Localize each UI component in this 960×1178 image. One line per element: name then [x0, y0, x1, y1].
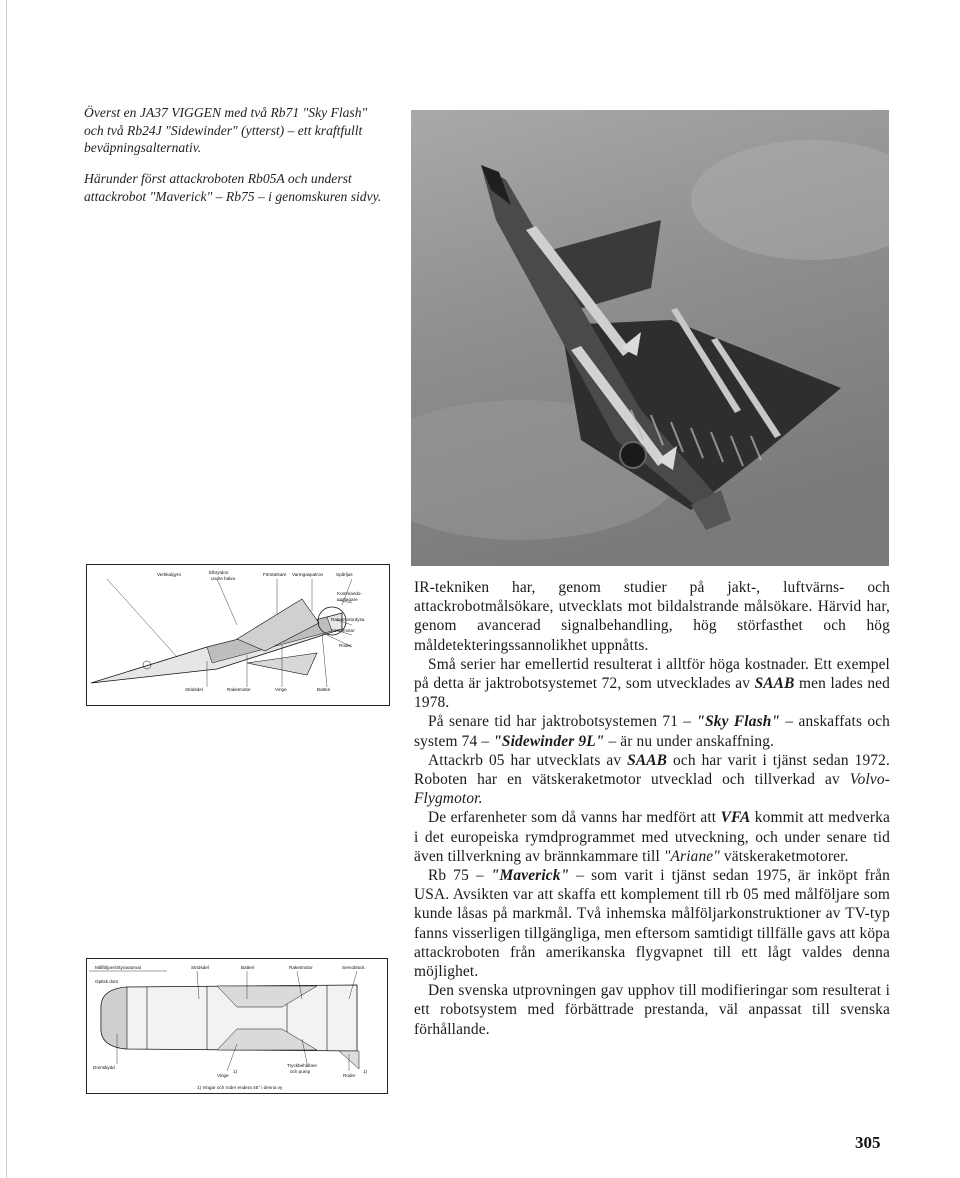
- viggen-photo: [411, 110, 889, 566]
- label-sparljus: Spårljus: [336, 572, 353, 577]
- label-vertikalgyro: Vertikalgyro: [157, 572, 182, 577]
- p6-maverick: "Maverick": [490, 867, 570, 885]
- paragraph-2: [414, 655, 890, 713]
- label-raketmotor: Raketmotor: [289, 965, 313, 970]
- p4-saab: SAAB: [627, 751, 668, 769]
- maverick-cutaway-diagram: [86, 958, 388, 1094]
- label-stridsdel: Stridsdel: [191, 965, 209, 970]
- caption-aircraft-text: Överst en JA37 VIGGEN med två Rb71 "Sky Flash" och två Rb24J "Sidewinder" (ytterst) – ett kraftfullt beväpningsalternativ.: [84, 105, 368, 155]
- label-batteri: Batteri: [317, 687, 331, 692]
- p4-b: och har varit i tjänst sedan 1972. Roboten har en vätskeraketmotor utvecklad och tillverkad av: [414, 751, 891, 789]
- p5-c: vätskeraketmotorer.: [723, 847, 849, 865]
- p3-b: – anskaffats och system 74 –: [414, 713, 891, 750]
- p5-b: kommit att medverka i det europeiska rymdprogrammet med utveckning, och under senare tid även tillverkning av brännkammare till: [414, 809, 891, 865]
- label-varmgaspatron: Varmgaspatron: [292, 572, 324, 577]
- p2-end: men lades ned 1978.: [414, 675, 891, 712]
- label-roder-note: 1): [363, 1069, 368, 1074]
- p3-sky-flash: "Sky Flash": [696, 713, 781, 731]
- rb05-cutaway-graphic: [87, 565, 389, 705]
- label-vinge-note: 1): [233, 1069, 238, 1074]
- caption-aircraft: [84, 104, 384, 157]
- label-domskydd: Domskydd: [93, 1065, 115, 1070]
- label-stridsdel: Stridsdel: [185, 687, 203, 692]
- label-servoblock: Servoblock: [342, 965, 365, 970]
- label-forstarkare: Förstärkare: [263, 572, 287, 577]
- diagram-footnote: 1) Vingar och roder endera 45° i denna vy: [197, 1085, 283, 1090]
- p5-a: De erfarenheter som då vanns har medfört att: [428, 809, 717, 827]
- label-tryckbehallare: Tryckbehållare: [287, 1063, 317, 1068]
- label-elbrytdon: Elbrytdon: [209, 570, 229, 575]
- paragraph-7: Den svenska utprovningen gav upphov till modifieringar som resulterat i ett robotsystem med förbättrade prestanda, väl anpassat till svenska förhållande.: [414, 982, 890, 1038]
- p2-text: Små serier har emellertid resulterat i alltför höga kostnader. Ett exempel på detta är jaktrobotsystemet 72, som utvecklades av: [414, 655, 890, 693]
- p2-saab: SAAB: [754, 675, 795, 693]
- label-och-pump: och pump: [290, 1069, 311, 1074]
- p5-ariane: "Ariane": [663, 847, 720, 865]
- paragraph-5: [414, 808, 890, 866]
- paragraph-1: IR-tekniken har, genom studier på jakt-, luftvärns- och attackrobotmålsökare, utvecklats mot bildalstrande målsökare. Härvid har, genom avancerad signalbehandling, hög störfasthet och hög måldetekteringssannolikhet uppnåtts.: [414, 579, 890, 654]
- p6-b: – som varit i tjänst sedan 1975, är inköpt från USA. Avsikten var att skaffa ett komplement till rb 05 med målföljare som kunde låsas på markmål. Två inhemska målföljarkonstruktioner av TV-typ fanns visserligen tillgängliga, men eftersom samtidigt tillfälle gavs att köpa attackroboten från amerikanska flygvapnet till ett lågt valdes denna möjlighet.: [414, 867, 891, 981]
- label-roder: Roder: [343, 1073, 356, 1078]
- caption-missiles-text: Härunder först attackroboten Rb05A och underst attackrobot "Maverick" – Rb75 – i genomskuren sidvy.: [84, 171, 382, 204]
- viggen-photo-graphic: [411, 110, 889, 566]
- label-undre-halva: undre halva: [211, 576, 236, 581]
- page-number: 305: [855, 1133, 881, 1152]
- label-vinge: Vinge: [275, 687, 287, 692]
- label-batteri: Batteri: [241, 965, 255, 970]
- label-raketmotor: Raketmotor: [227, 687, 251, 692]
- p3-a: På senare tid har jaktrobotsystemen 71 –: [428, 713, 692, 731]
- label-servomotor: Servomotor: [331, 628, 355, 633]
- rb05-cutaway-diagram: [86, 564, 390, 706]
- label-kommando: Kommando-: [337, 591, 363, 596]
- label-raketmotordysa: Raketmotordysa: [331, 617, 365, 622]
- caption-missiles: [84, 170, 384, 205]
- p3-c: – är nu under anskaffning.: [608, 732, 775, 750]
- p4-volvo: Volvo-Flygmotor.: [414, 771, 890, 808]
- label-vinge: Vinge: [217, 1073, 229, 1078]
- label-optisk-dom: Optisk dom: [95, 979, 119, 984]
- scan-edge: [6, 0, 7, 1178]
- paragraph-3: [414, 712, 890, 750]
- p4-a: Attackrb 05 har utvecklats av: [428, 751, 622, 769]
- p6-a: Rb 75 –: [428, 867, 484, 885]
- paragraph-6: [414, 866, 890, 981]
- label-mottagare: mottagare: [337, 597, 358, 602]
- p3-sidewinder: "Sidewinder 9L": [493, 732, 605, 750]
- label-malfoljare: Målföljare/Styrautomat: [95, 965, 141, 970]
- label-roder: Roder: [339, 643, 352, 648]
- p5-vfa: VFA: [720, 809, 751, 827]
- paragraph-4: [414, 751, 890, 809]
- maverick-cutaway-graphic: [87, 959, 387, 1093]
- body-text: [414, 578, 890, 1039]
